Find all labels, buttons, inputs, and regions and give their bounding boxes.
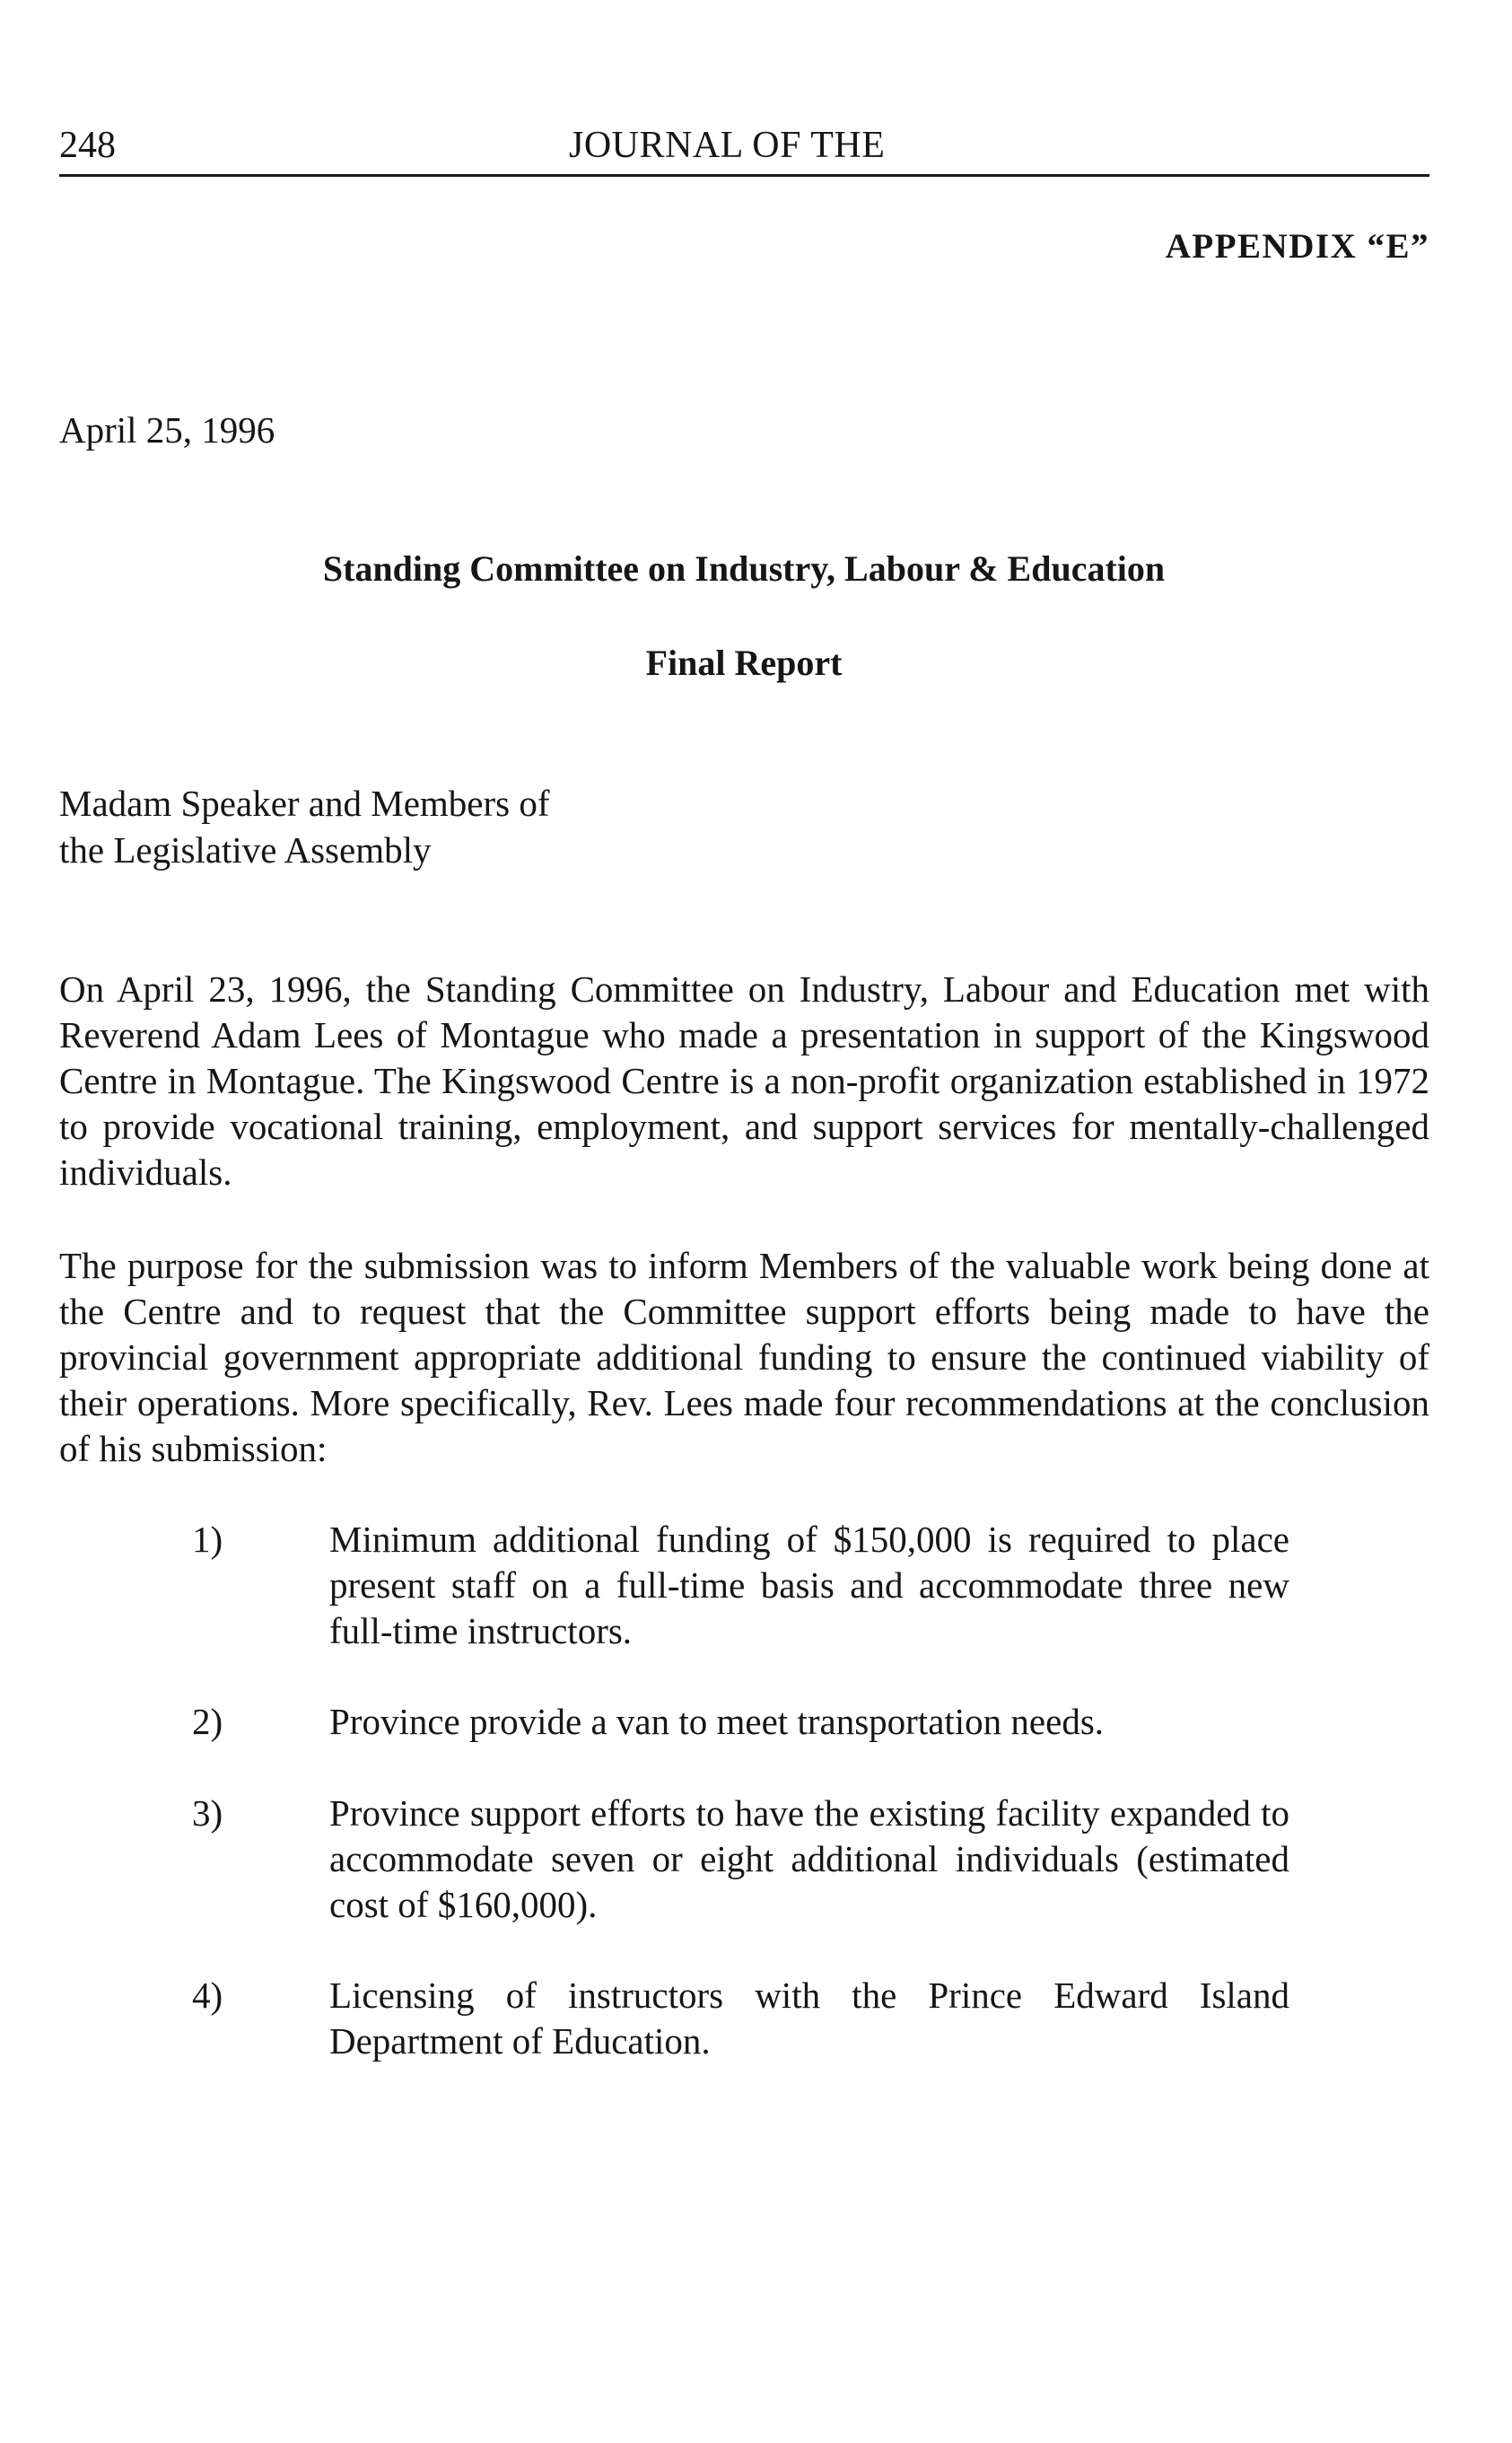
recommendation-number: 1) [192, 1519, 223, 1560]
appendix-label: APPENDIX “E” [1165, 227, 1429, 266]
recommendation-number: 3) [192, 1792, 223, 1834]
recommendation-text: Province provide a van to meet transportation needs. [329, 1701, 1105, 1742]
recommendation-text: Province support efforts to have the existing facility expanded to accommodate seven or eight additional individuals (estimated cost of $160,000). [329, 1792, 1289, 1925]
page-number: 248 [59, 125, 116, 166]
recommendation-number: 4) [192, 1975, 223, 2016]
running-head: JOURNAL OF THE [569, 125, 886, 166]
salutation-line-2: the Legislative Assembly [59, 829, 432, 871]
report-title: Final Report [645, 643, 843, 683]
body-paragraph-2: The purpose for the submission was to inform Members of the valuable work being done at the Centre and to request that the Committee support efforts being made to have the provincial government appropriate additional funding to ensure the continued viability of their operations. More specifically, Rev. Lees made four recommendations at the conclusion of his submission: [59, 1245, 1429, 1469]
recommendation-text: Minimum additional funding of $150,000 is required to place present staff on a full-time basis and accommodate three new full-time instructors. [329, 1519, 1289, 1651]
body-paragraph-1: On April 23, 1996, the Standing Committee on Industry, Labour and Education met with Reverend Adam Lees of Montague who made a presentation in support of the Kingswood Centre in Montague. The Kingswood Centre is a non-profit organization established in 1972 to provide vocational training, employment, and support services for mentally-challenged individuals. [59, 968, 1429, 1193]
report-date: April 25, 1996 [59, 409, 275, 451]
committee-title: Standing Committee on Industry, Labour & Education [322, 548, 1166, 589]
recommendation-number: 2) [192, 1701, 223, 1742]
salutation [59, 780, 550, 873]
page-header [59, 122, 1429, 177]
recommendation-text: Licensing of instructors with the Prince Edward Island Department of Education. [329, 1975, 1289, 2062]
salutation-line-1: Madam Speaker and Members of [59, 783, 550, 824]
